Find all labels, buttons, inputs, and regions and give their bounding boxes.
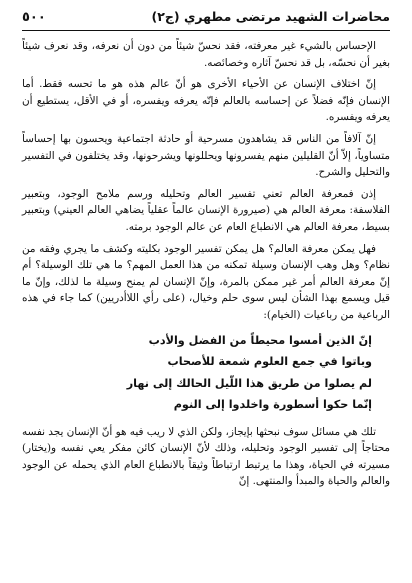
poem-line: لم يصلوا من طريق هذا اللّيل الحالك إلى نهار — [126, 376, 372, 390]
poem-line: إنّ الذين أمسوا محيطاً من الفضل والأدب — [148, 333, 372, 347]
page-header — [22, 8, 390, 31]
poem-quatrain — [22, 330, 390, 416]
poem-line: إنّما حكوا أسطورة واخلدوا إلى النوم — [173, 398, 372, 411]
paragraph: إنّ آلافاً من الناس قد يشاهدون مسرحية أو حادثة اجتماعية ويحسون بها إحساساً متساوياً، إلاّ أنّ القليلين منهم يفسرونها ويحللونها ويشرحونها، وقد يختلفون في التفسير والتحليل والشرح. — [22, 132, 390, 179]
closing-paragraph: تلك هي مسائل سوف نبحثها بإيجاز، ولكن الذي لا ريب فيه هو أنّ الإنسان يجد نفسه محتاجاً إلى تفسير الوجود وتحليله، وذلك لأنّ الإنسان كائن مفكر يعي نفسه و(يختار) مسيرته في الحياة، وهذا ما يرتبط ارتباطاً وثيقاً بالانطباع العام الذي يحمله عن الوجود والعالم والحياة والمبدأ والمنتهى. إنّ — [22, 425, 390, 488]
book-title: محاضرات الشهيد مرتضى مطهري (ج٢) — [151, 9, 390, 24]
body-text — [22, 38, 390, 490]
paragraph: الإحساس بالشيء غير معرفته، فقد نحسّ شيئاً من دون أن نعرفه، وقد نعرف شيئاً بغير أن نحسّه، بل قد نحسّ آثاره وخصائصه. — [22, 40, 390, 69]
poem-line: وباتوا في جمع العلوم شمعة للأصحاب — [167, 355, 372, 368]
paragraph: إنّ اختلاف الإنسان عن الأحياء الأخرى هو أنّ عالم هذه هو ما تحسه فقط. أما الإنسان فإنّه فضلاً عن إحساسه بالعالم فإنّه يعرفه ويفسره، أو في الأقل، يستطيع أن يعرفه ويفسره. — [22, 78, 390, 124]
page-number: ٥٠٠ — [22, 10, 46, 25]
paragraph: إذن فمعرفة العالم تعني تفسير العالم وتحليله ورسم ملامح الوجود، وبتعبير الفلاسفة: معرفة العالم هي (صيرورة الإنسان عالماً عقلياً يضاهي العالم العيني) وبتعبير بسيط، معرفة العالم هي الانطباع العام عن عالم الوجود برمته. — [22, 187, 390, 233]
paragraph: فهل يمكن معرفة العالم؟ هل يمكن تفسير الوجود بكليته وكشف ما يجري وفقه من نظام؟ وهل وهب الإنسان وسيلة تمكنه من هذا العمل المهم؟ ما هي تلك الوسيلة؟ أم إنّ معرفة العالم أمر غير ممكن بالمرة، وإنّ الإنسان لم يمنح وسيلة ما لذلك، وإنّ ما قيل ويسمع بهذا الشأن ليس سوى حلم وخيال، (على رأي اللاأدريين) كما جاء في هذه الرباعية من رباعيات (الخيام): — [22, 242, 390, 321]
